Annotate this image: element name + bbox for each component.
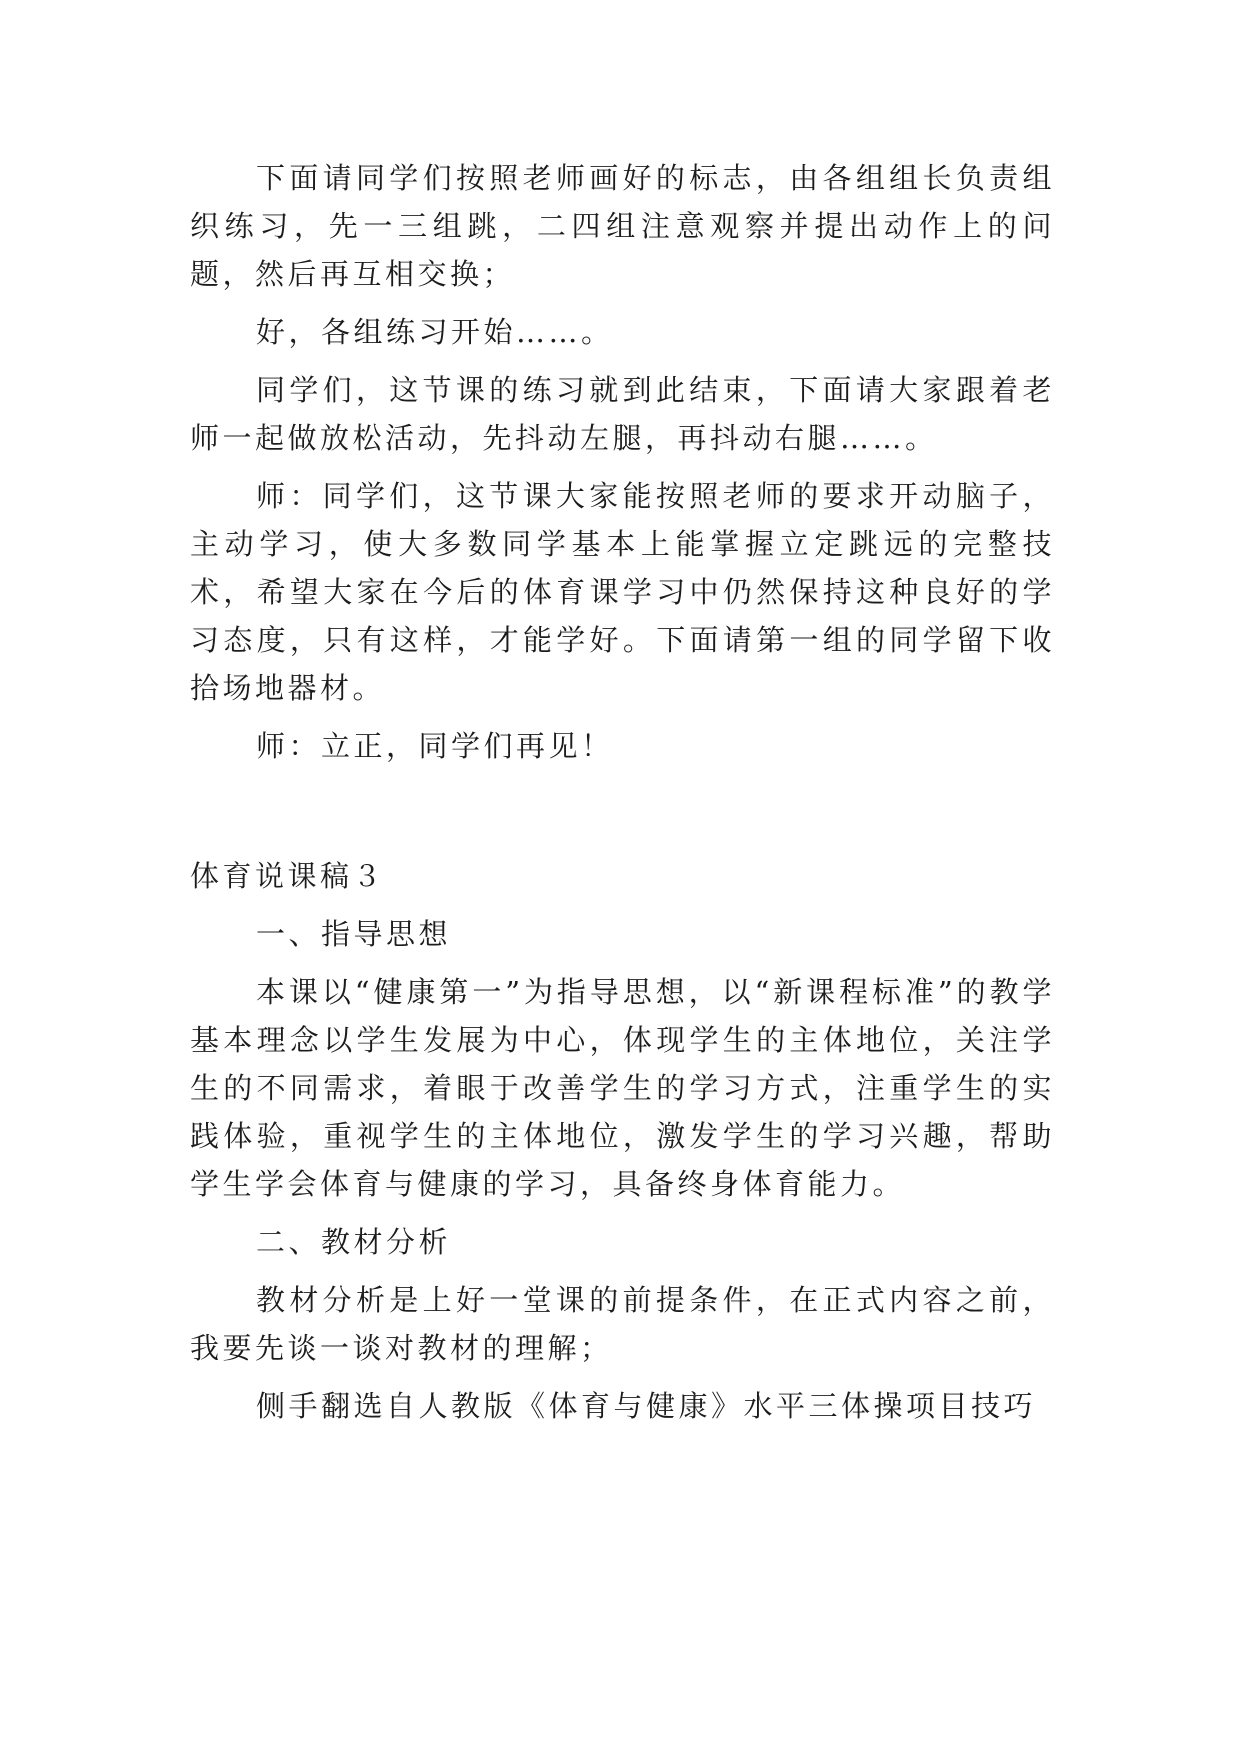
section-heading: 一、指导思想 [256, 917, 452, 951]
paragraph: 师：立正，同学们再见！ [256, 729, 614, 763]
paragraph: 本课以“健康第一”为指导思想，以“新课程标准”的教学基本理念以学生发展为中心，体现学生的主体地位，关注学生的不同需求，着眼于改善学生的学习方式，注重学生的实践体验，重视学生的主体地位，激发学生的学习兴趣，帮助学生学会体育与健康的学习，具备终身体育能力。 [190, 975, 1055, 1201]
paragraph: 好，各组练习开始……。 [256, 315, 614, 349]
paragraph: 教材分析是上好一堂课的前提条件，在正式内容之前，我要先谈一谈对教材的理解； [190, 1283, 1055, 1365]
paragraph: 师：同学们，这节课大家能按照老师的要求开动脑子，主动学习，使大多数同学基本上能掌握立定跳远的完整技术，希望大家在今后的体育课学习中仍然保持这种良好的学习态度，只有这样，才能学好。下面请第一组的同学留下收拾场地器材。 [190, 479, 1055, 705]
section-title: 体育说课稿３ [190, 859, 386, 893]
section-heading: 二、教材分析 [256, 1225, 452, 1259]
paragraph: 下面请同学们按照老师画好的标志，由各组组长负责组织练习，先一三组跳，二四组注意观察并提出动作上的问题，然后再互相交换； [190, 161, 1055, 291]
paragraph: 侧手翻选自人教版《体育与健康》水平三体操项目技巧 [256, 1389, 1037, 1423]
paragraph: 同学们，这节课的练习就到此结束，下面请大家跟着老师一起做放松活动，先抖动左腿，再抖动右腿……。 [190, 373, 1055, 455]
document-body [190, 154, 1055, 1430]
